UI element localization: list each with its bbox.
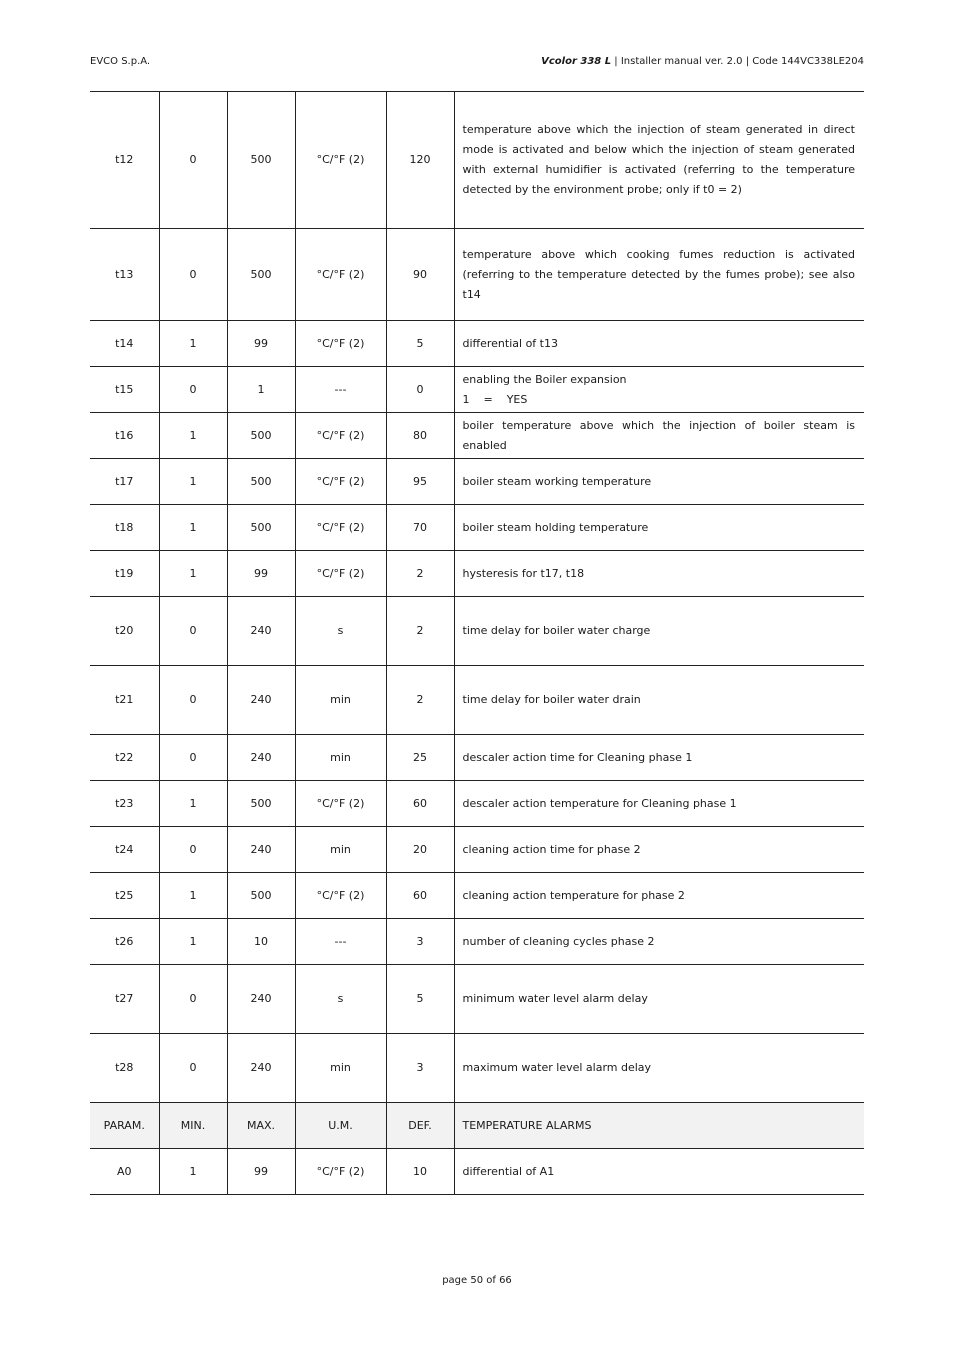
- table-row: [90, 597, 864, 666]
- page-number: page 50 of 66: [442, 1275, 512, 1286]
- cell-um: min: [295, 1034, 386, 1103]
- cell-description: boiler temperature above which the injection of boiler steam is enabled: [454, 413, 864, 459]
- cell-min: 0: [159, 965, 227, 1034]
- cell-description: boiler steam working temperature: [454, 459, 864, 505]
- table-row: [90, 666, 864, 735]
- cell-min: 0: [159, 367, 227, 413]
- table-row: [90, 321, 864, 367]
- cell-um: °C/°F (2): [295, 92, 386, 229]
- cell-max: 500: [227, 505, 295, 551]
- table-row: [90, 1034, 864, 1103]
- cell-description: boiler steam holding temperature: [454, 505, 864, 551]
- cell-max: 500: [227, 781, 295, 827]
- cell-def: 3: [386, 1034, 454, 1103]
- cell-def: 95: [386, 459, 454, 505]
- parameter-table: [90, 91, 864, 1195]
- header-um: U.M.: [295, 1103, 386, 1149]
- cell-max: 240: [227, 1034, 295, 1103]
- cell-def: 120: [386, 92, 454, 229]
- cell-um: min: [295, 666, 386, 735]
- cell-description: minimum water level alarm delay: [454, 965, 864, 1034]
- cell-max: 99: [227, 551, 295, 597]
- cell-description: temperature above which the injection of steam generated in direct mode is activated and below which the injection of steam generated with external humidifier is activated (referring to the temperature detected by the environment probe; only if t0 = 2): [454, 92, 864, 229]
- cell-def: 20: [386, 827, 454, 873]
- cell-description: differential of A1: [454, 1149, 864, 1195]
- cell-def: 3: [386, 919, 454, 965]
- cell-max: 500: [227, 229, 295, 321]
- cell-min: 0: [159, 827, 227, 873]
- table-row: [90, 919, 864, 965]
- table-row: [90, 229, 864, 321]
- cell-max: 500: [227, 873, 295, 919]
- cell-param: t15: [90, 367, 159, 413]
- cell-def: 60: [386, 873, 454, 919]
- table-row: [90, 367, 864, 413]
- cell-max: 500: [227, 413, 295, 459]
- cell-min: 1: [159, 321, 227, 367]
- header-manual: | Installer manual ver. 2.0 | Code 144VC338LE204: [611, 56, 864, 67]
- cell-param: t13: [90, 229, 159, 321]
- cell-min: 1: [159, 551, 227, 597]
- cell-max: 500: [227, 459, 295, 505]
- cell-def: 0: [386, 367, 454, 413]
- cell-param: t21: [90, 666, 159, 735]
- description-line: enabling the Boiler expansion: [462, 372, 627, 386]
- cell-param: t25: [90, 873, 159, 919]
- cell-def: 2: [386, 666, 454, 735]
- table-row: [90, 551, 864, 597]
- cell-min: 0: [159, 735, 227, 781]
- cell-min: 1: [159, 413, 227, 459]
- cell-def: 2: [386, 551, 454, 597]
- cell-min: 1: [159, 459, 227, 505]
- cell-param: t20: [90, 597, 159, 666]
- cell-param: t16: [90, 413, 159, 459]
- cell-description: time delay for boiler water drain: [454, 666, 864, 735]
- cell-um: °C/°F (2): [295, 1149, 386, 1195]
- cell-description: differential of t13: [454, 321, 864, 367]
- table-row: [90, 92, 864, 229]
- cell-param: t26: [90, 919, 159, 965]
- cell-max: 500: [227, 92, 295, 229]
- cell-param: t22: [90, 735, 159, 781]
- cell-description: time delay for boiler water charge: [454, 597, 864, 666]
- cell-um: s: [295, 965, 386, 1034]
- cell-def: 60: [386, 781, 454, 827]
- description-option: 1 = YES: [462, 392, 528, 406]
- cell-um: ---: [295, 919, 386, 965]
- cell-param: t28: [90, 1034, 159, 1103]
- cell-um: °C/°F (2): [295, 413, 386, 459]
- cell-def: 5: [386, 965, 454, 1034]
- table-row: [90, 413, 864, 459]
- table-row: [90, 505, 864, 551]
- cell-um: s: [295, 597, 386, 666]
- cell-def: 25: [386, 735, 454, 781]
- cell-min: 1: [159, 781, 227, 827]
- cell-param: t24: [90, 827, 159, 873]
- cell-description: cleaning action temperature for phase 2: [454, 873, 864, 919]
- cell-um: °C/°F (2): [295, 781, 386, 827]
- section-header-row: [90, 1103, 864, 1149]
- cell-um: °C/°F (2): [295, 873, 386, 919]
- cell-description: descaler action temperature for Cleaning phase 1: [454, 781, 864, 827]
- table-row: [90, 1149, 864, 1195]
- cell-max: 240: [227, 965, 295, 1034]
- cell-param: t19: [90, 551, 159, 597]
- cell-param: A0: [90, 1149, 159, 1195]
- cell-param: t23: [90, 781, 159, 827]
- cell-param: t18: [90, 505, 159, 551]
- cell-max: 240: [227, 666, 295, 735]
- table-row: [90, 965, 864, 1034]
- table-row: [90, 781, 864, 827]
- header-doc-info: [541, 56, 864, 67]
- cell-min: 1: [159, 919, 227, 965]
- cell-um: °C/°F (2): [295, 505, 386, 551]
- cell-max: 99: [227, 321, 295, 367]
- cell-um: °C/°F (2): [295, 459, 386, 505]
- cell-description: number of cleaning cycles phase 2: [454, 919, 864, 965]
- cell-description: [454, 367, 864, 413]
- cell-def: 2: [386, 597, 454, 666]
- cell-max: 1: [227, 367, 295, 413]
- cell-description: descaler action time for Cleaning phase 1: [454, 735, 864, 781]
- cell-def: 80: [386, 413, 454, 459]
- header-def: DEF.: [386, 1103, 454, 1149]
- header-min: MIN.: [159, 1103, 227, 1149]
- cell-min: 0: [159, 92, 227, 229]
- cell-max: 10: [227, 919, 295, 965]
- cell-param: t17: [90, 459, 159, 505]
- cell-max: 240: [227, 827, 295, 873]
- cell-max: 99: [227, 1149, 295, 1195]
- cell-description: hysteresis for t17, t18: [454, 551, 864, 597]
- table-row: [90, 873, 864, 919]
- header-param: PARAM.: [90, 1103, 159, 1149]
- table-row: [90, 459, 864, 505]
- cell-param: t14: [90, 321, 159, 367]
- cell-um: ---: [295, 367, 386, 413]
- cell-min: 1: [159, 1149, 227, 1195]
- cell-param: t27: [90, 965, 159, 1034]
- cell-description: maximum water level alarm delay: [454, 1034, 864, 1103]
- header-max: MAX.: [227, 1103, 295, 1149]
- cell-min: 0: [159, 666, 227, 735]
- cell-def: 10: [386, 1149, 454, 1195]
- cell-def: 5: [386, 321, 454, 367]
- cell-def: 90: [386, 229, 454, 321]
- header-company: EVCO S.p.A.: [90, 56, 151, 67]
- section-title: TEMPERATURE ALARMS: [454, 1103, 864, 1149]
- cell-um: °C/°F (2): [295, 229, 386, 321]
- cell-max: 240: [227, 597, 295, 666]
- cell-um: min: [295, 735, 386, 781]
- table-row: [90, 735, 864, 781]
- cell-min: 1: [159, 873, 227, 919]
- cell-description: temperature above which cooking fumes reduction is activated (referring to the temperature detected by the fumes probe); see also t14: [454, 229, 864, 321]
- cell-min: 1: [159, 505, 227, 551]
- cell-def: 70: [386, 505, 454, 551]
- header-product: Vcolor 338 L: [541, 56, 612, 67]
- cell-um: °C/°F (2): [295, 551, 386, 597]
- cell-min: 0: [159, 597, 227, 666]
- cell-min: 0: [159, 229, 227, 321]
- cell-um: °C/°F (2): [295, 321, 386, 367]
- cell-max: 240: [227, 735, 295, 781]
- cell-min: 0: [159, 1034, 227, 1103]
- cell-um: min: [295, 827, 386, 873]
- cell-description: cleaning action time for phase 2: [454, 827, 864, 873]
- cell-param: t12: [90, 92, 159, 229]
- table-row: [90, 827, 864, 873]
